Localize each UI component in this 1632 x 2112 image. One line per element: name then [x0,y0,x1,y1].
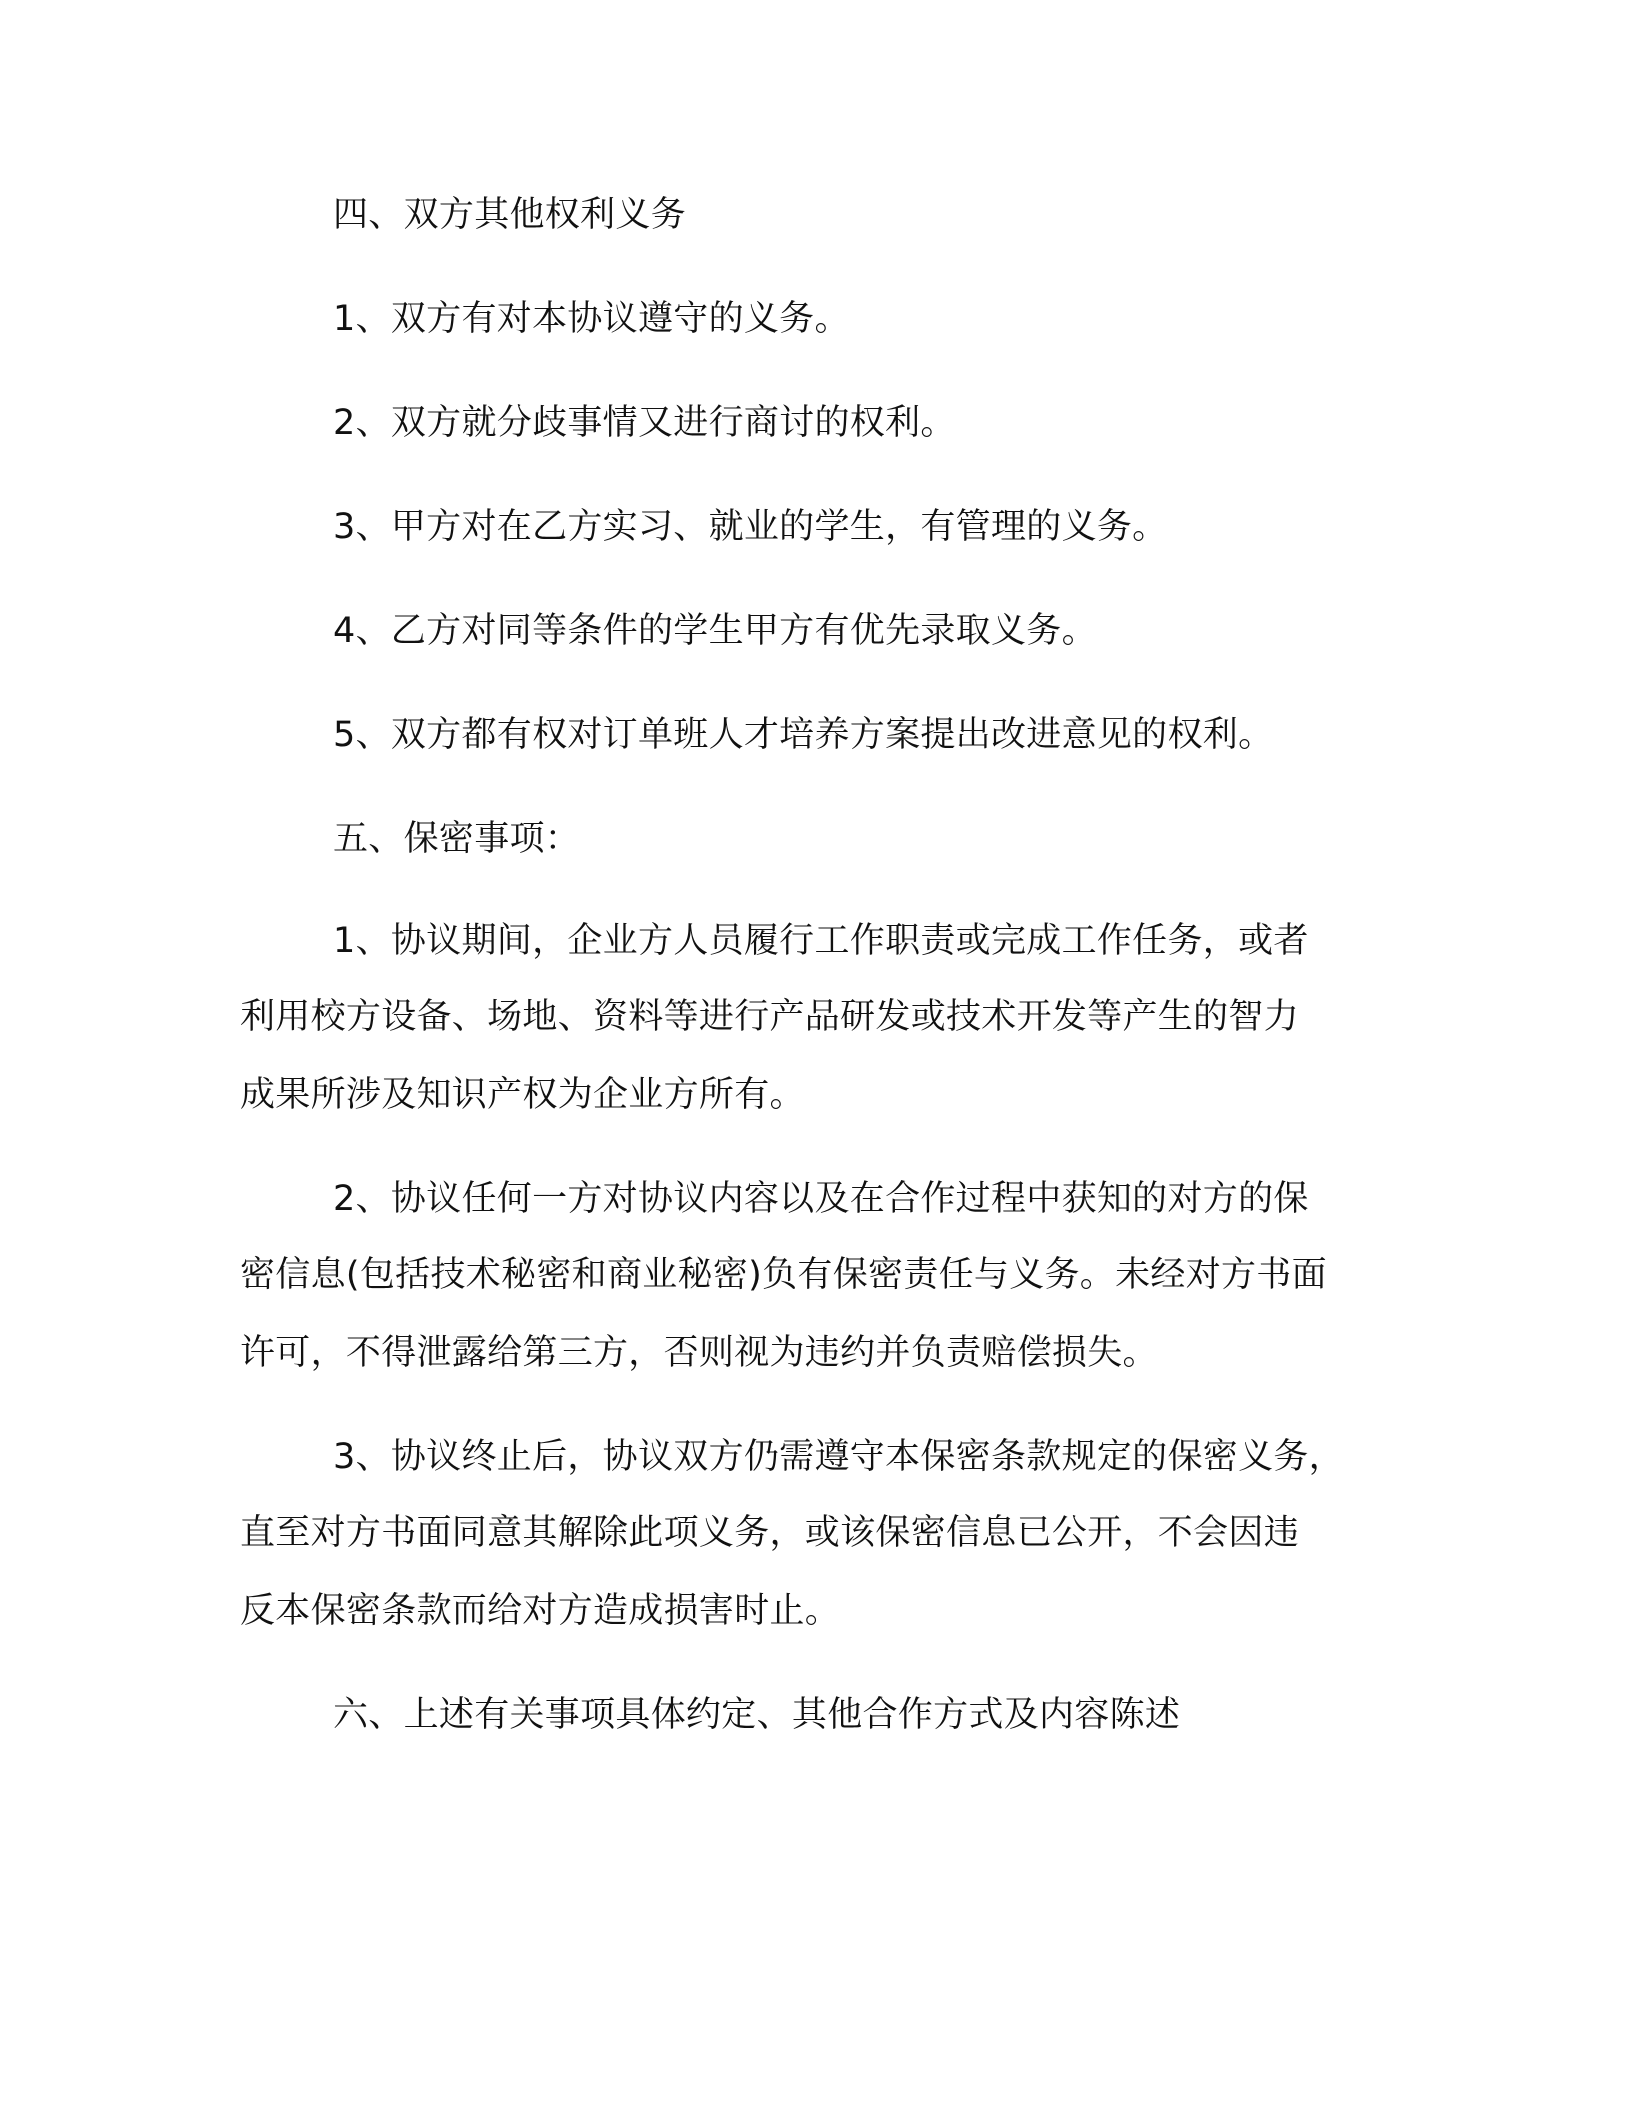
section-5-clause-2-line-1: 2、协议任何一方对协议内容以及在合作过程中获知的对方的保 [333,1179,1309,1219]
section-4-item-2: 2、双方就分歧事情又进行商讨的权利。 [333,403,956,443]
section-4-item-5: 5、双方都有权对订单班人才培养方案提出改进意见的权利。 [333,715,1274,755]
section-5-clause-1-line-2: 利用校方设备、场地、资料等进行产品研发或技术开发等产生的智力 [240,997,1300,1037]
section-4-heading: 四、双方其他权利义务 [333,195,687,235]
section-5-clause-3-line-3: 反本保密条款而给对方造成损害时止。 [240,1591,841,1631]
section-5-clause-3-line-2: 直至对方书面同意其解除此项义务，或该保密信息已公开，不会因违 [240,1513,1300,1553]
section-6-heading: 六、上述有关事项具体约定、其他合作方式及内容陈述 [333,1695,1181,1735]
section-4-item-4: 4、乙方对同等条件的学生甲方有优先录取义务。 [333,611,1097,651]
section-5-clause-2-line-3: 许可，不得泄露给第三方，否则视为违约并负责赔偿损失。 [240,1333,1158,1373]
section-5-clause-1-line-3: 成果所涉及知识产权为企业方所有。 [240,1075,805,1115]
section-5-heading: 五、保密事项： [333,819,581,859]
section-4-item-3: 3、甲方对在乙方实习、就业的学生，有管理的义务。 [333,507,1168,547]
section-5-clause-1-line-1: 1、协议期间，企业方人员履行工作职责或完成工作任务，或者 [333,921,1309,961]
section-5-clause-2-line-2: 密信息(包括技术秘密和商业秘密)负有保密责任与义务。未经对方书面 [240,1255,1327,1295]
section-4-item-1: 1、双方有对本协议遵守的义务。 [333,299,850,339]
section-5-clause-3-line-1: 3、协议终止后，协议双方仍需遵守本保密条款规定的保密义务， [333,1437,1344,1477]
